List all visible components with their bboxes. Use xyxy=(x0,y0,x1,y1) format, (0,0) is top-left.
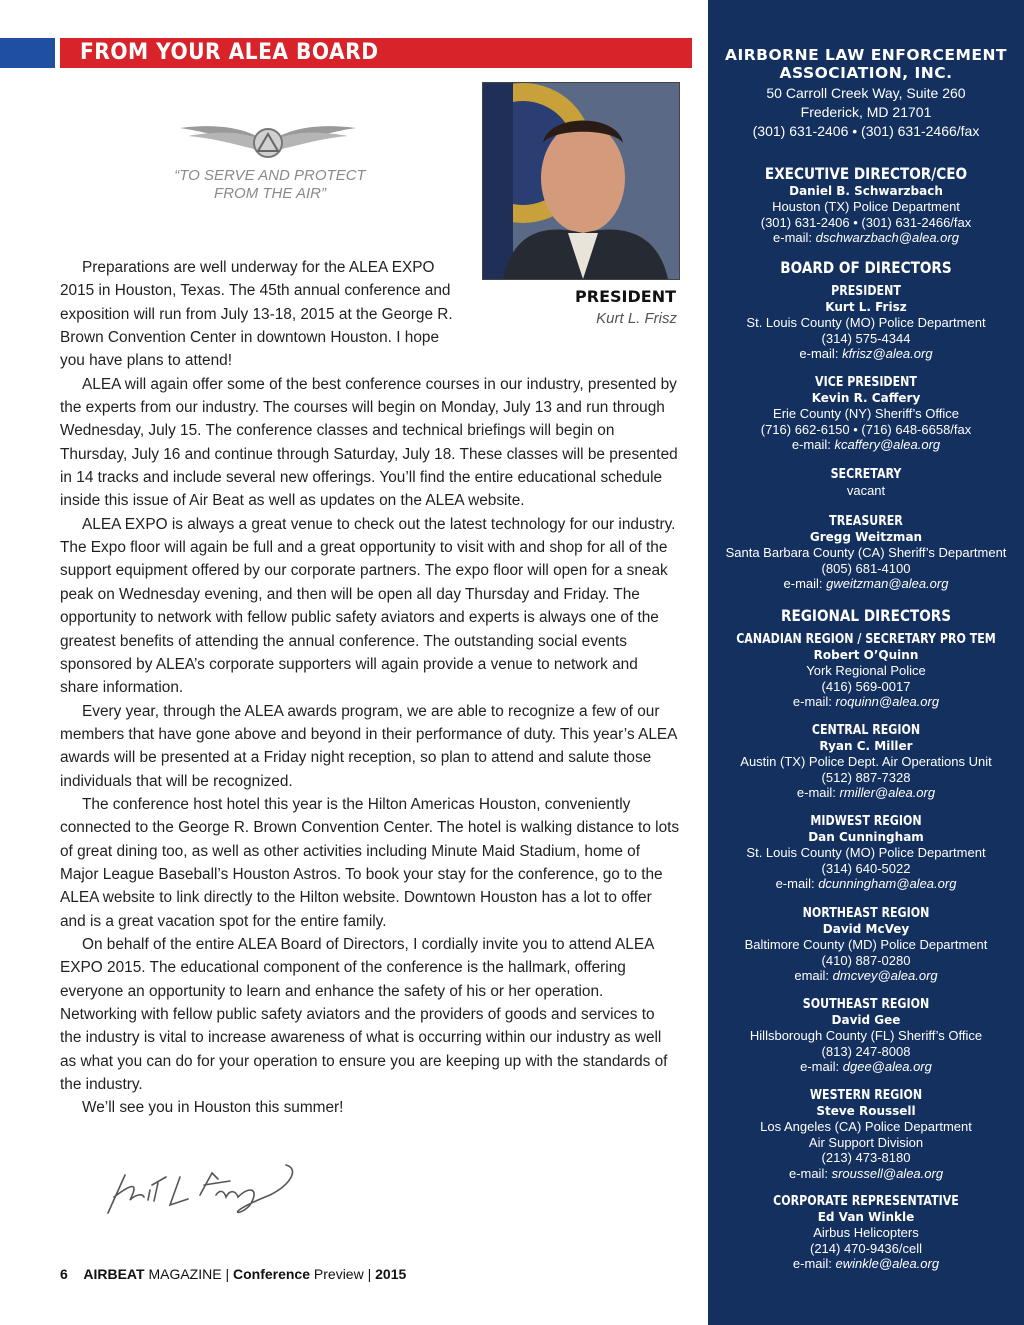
person-email xyxy=(708,968,1024,984)
motto-line-2: FROM THE AIR” xyxy=(214,185,326,202)
paragraph: Preparations are well underway for the ALEA EXPO 2015 in Houston, Texas. The 45th annual conference and exposition will run from July 13-18, 2015 at the George R. Brown Convention Center in downtown Houston. I hope you have plans to attend! xyxy=(60,259,453,370)
person-phone: (314) 575-4344 xyxy=(821,330,911,346)
email-address[interactable]: rmiller@alea.org xyxy=(839,785,936,800)
person-phone: (213) 473-8180 xyxy=(821,1150,911,1165)
person-name: Robert O’Quinn xyxy=(813,648,919,662)
regional-director xyxy=(708,997,1024,1075)
board-member xyxy=(708,284,1024,362)
paragraph: On behalf of the entire ALEA Board of Directors, I cordially invite you to attend ALEA EXPO 2015. The educational component of the conference is the hallmark, offering everyone an opportunity to learn and enhance the safety of his or her operation. Networking with fellow public safety aviators and the providers of goods and services to the industry is vital to increase awareness of what is occurring within our industry as well as what you can do for your operation to ensure you are keeping up with the standards of the industry. xyxy=(60,935,668,1094)
regional-director xyxy=(708,723,1024,801)
paragraph: ALEA will again offer some of the best conference courses in our industry, presented by the experts from our industry. The courses will begin on Monday, July 13 and run through Wednesday, July 15. The conference classes and technical briefings will begin on Thursday, July 16 and continue through Saturday, July 18. These classes will be presented in 14 tracks and include several new offerings. You’ll find the entire educational schedule inside this issue of Air Beat as well as updates on the ALEA website. xyxy=(60,375,678,510)
person-email xyxy=(708,1059,1024,1075)
person-email xyxy=(708,1256,1024,1272)
sidebar xyxy=(708,0,1024,1325)
person-org: Baltimore County (MD) Police Department xyxy=(744,937,988,952)
letter-body xyxy=(60,256,680,1120)
footer-separator: | xyxy=(367,1266,372,1282)
email-address[interactable]: dcunningham@alea.org xyxy=(818,876,957,891)
person-org: vacant xyxy=(846,483,886,498)
person-org: Los Angeles (CA) Police Department xyxy=(760,1119,972,1134)
person-email xyxy=(708,1166,1024,1182)
person-email xyxy=(708,694,1024,710)
section-heading: REGIONAL DIRECTORS xyxy=(780,606,952,625)
email-label: e-mail: xyxy=(792,694,832,709)
board-member xyxy=(708,467,1024,499)
email-address[interactable]: kfrisz@alea.org xyxy=(842,346,933,361)
region-name: CANADIAN REGION / SECRETARY PRO TEM xyxy=(736,632,996,647)
address-line-1: 50 Carroll Creek Way, Suite 260 xyxy=(766,85,966,101)
email-label: e-mail: xyxy=(800,1059,840,1074)
board-member xyxy=(708,375,1024,453)
email-label: email: xyxy=(794,968,830,983)
member-role: VICE PRESIDENT xyxy=(815,375,917,390)
person-phone: (314) 640-5022 xyxy=(821,860,911,876)
region-name: NORTHEAST REGION xyxy=(802,906,930,921)
person-name: Kevin R. Caffery xyxy=(811,391,921,405)
person-phone: (512) 887-7328 xyxy=(821,769,911,785)
person-name: David McVey xyxy=(822,922,910,936)
email-address[interactable]: dmcvey@alea.org xyxy=(832,968,938,983)
region-name: MIDWEST REGION xyxy=(810,814,922,829)
footer-issue-rest: Preview xyxy=(313,1266,364,1282)
corporate-representative xyxy=(708,1194,1024,1272)
person-org: Austin (TX) Police Dept. Air Operations Unit xyxy=(740,754,992,769)
signature xyxy=(100,1155,310,1225)
region-name: WESTERN REGION xyxy=(809,1088,923,1103)
email-label: e-mail: xyxy=(792,1256,832,1271)
org-name-line-2: ASSOCIATION, INC. xyxy=(779,64,953,82)
person-name: Ed Van Winkle xyxy=(817,1210,915,1224)
person-phone: (805) 681-4100 xyxy=(821,560,911,576)
exec-director-block xyxy=(708,164,1024,246)
person-name: Steve Roussell xyxy=(816,1104,916,1118)
email-address[interactable]: kcaffery@alea.org xyxy=(834,437,941,452)
president-photo xyxy=(482,82,680,280)
person-name: Kurt L. Frisz xyxy=(825,300,907,314)
person-org: St. Louis County (MO) Police Department xyxy=(746,845,986,860)
motto xyxy=(150,167,390,203)
person-org: Houston (TX) Police Department xyxy=(772,199,960,214)
region-name: SOUTHEAST REGION xyxy=(802,997,930,1012)
person-phone: (813) 247-8008 xyxy=(821,1043,911,1059)
org-name-line-1: AIRBORNE LAW ENFORCEMENT xyxy=(724,46,1008,64)
region-name: CENTRAL REGION xyxy=(811,723,921,738)
section-heading: EXECUTIVE DIRECTOR/CEO xyxy=(764,164,968,183)
paragraph: Every year, through the ALEA awards program, we are able to recognize a few of our members that have gone above and beyond in their performance of duty. This year’s ALEA awards will be presented at a Friday night reception, so plan to attend and salute those individuals that will be recognized. xyxy=(60,702,677,790)
org-name xyxy=(708,46,1024,82)
person-phone: (416) 569-0017 xyxy=(821,678,911,694)
person-name: Ryan C. Miller xyxy=(819,739,913,753)
person-email xyxy=(708,230,1024,246)
email-address[interactable]: gweitzman@alea.org xyxy=(826,576,949,591)
person-name: Dan Cunningham xyxy=(808,830,924,844)
paragraph: We’ll see you in Houston this summer! xyxy=(82,1099,344,1117)
regional-heading-block xyxy=(708,606,1024,626)
person-org: Erie County (NY) Sheriff’s Office xyxy=(773,406,959,421)
paragraph: The conference host hotel this year is the Hilton Americas Houston, conveniently connected to the George R. Brown Convention Center. The hotel is walking distance to lots of great dining too, as well as other activities including Minute Maid Stadium, home of Major League Baseball’s Houston Astros. To book your stay for the conference, go to the ALEA website to link directly to the Hilton website. Downtown Houston has a lot to offer and is a great vacation spot for the entire family. xyxy=(60,795,680,930)
motto-line-1: “TO SERVE AND PROTECT xyxy=(174,167,366,184)
person-phone: (214) 470-9436/cell xyxy=(809,1240,923,1256)
email-label: e-mail: xyxy=(791,437,831,452)
person-phone: (301) 631-2406 • (301) 631-2466/fax xyxy=(760,214,972,230)
header-accent-bar xyxy=(0,38,55,68)
person-email xyxy=(708,876,1024,892)
email-address[interactable]: dgee@alea.org xyxy=(842,1059,932,1074)
person-org: St. Louis County (MO) Police Department xyxy=(746,315,986,330)
person-phone: (410) 887-0280 xyxy=(821,952,911,968)
page-number: 6 xyxy=(60,1266,68,1282)
email-address[interactable]: sroussell@alea.org xyxy=(831,1165,944,1181)
board-member xyxy=(708,514,1024,592)
footer-magazine: MAGAZINE xyxy=(148,1266,222,1282)
paragraph: ALEA EXPO is always a great venue to check out the latest technology for our industry. The Expo floor will again be full and a great opportunity to visit with and shop for all of the support equipment offered by our corporate partners. The expo floor will open for a sneak peak on Wednesday evening, and then will be open all day Thursday and Friday. The opportunity to network with fellow public safety aviators and experts is always one of the greatest benefits of attending the annual conference. The outstanding social events sponsored by ALEA’s corporate supporters will again provide a venue to network and share information. xyxy=(60,515,676,697)
board-heading-block xyxy=(708,258,1024,278)
email-address[interactable]: ewinkle@alea.org xyxy=(835,1256,940,1271)
regional-director xyxy=(708,814,1024,892)
footer-issue: Conference xyxy=(232,1266,311,1282)
email-label: e-mail: xyxy=(775,876,815,891)
regional-director xyxy=(708,632,1024,710)
section-heading: BOARD OF DIRECTORS xyxy=(780,258,952,277)
person-name: Gregg Weitzman xyxy=(809,530,923,544)
person-email xyxy=(708,437,1024,453)
person-phone: (716) 662-6150 • (716) 648-6658/fax xyxy=(760,421,972,437)
email-address[interactable]: roquinn@alea.org xyxy=(835,694,940,709)
email-label: e-mail: xyxy=(783,576,823,591)
page-footer xyxy=(60,1266,406,1282)
member-role: SECRETARY xyxy=(830,467,902,482)
page-title: FROM YOUR ALEA BOARD xyxy=(80,40,379,65)
footer-brand: AIRBEAT xyxy=(83,1266,145,1282)
person-org: Santa Barbara County (CA) Sheriff’s Department xyxy=(725,545,1007,560)
person-name: Daniel B. Schwarzbach xyxy=(789,184,943,198)
member-role: TREASURER xyxy=(829,514,903,529)
org-phone: (301) 631-2406 • (301) 631-2466/fax xyxy=(752,123,980,139)
person-email xyxy=(708,785,1024,801)
org-address xyxy=(708,84,1024,141)
regional-director xyxy=(708,906,1024,984)
wings-badge-icon xyxy=(178,118,358,168)
member-role: PRESIDENT xyxy=(831,284,901,299)
person-email xyxy=(708,346,1024,362)
person-org: Airbus Helicopters xyxy=(813,1225,919,1240)
email-label: e-mail: xyxy=(796,785,836,800)
email-label: e-mail: xyxy=(788,1165,828,1181)
email-label: e-mail: xyxy=(799,346,839,361)
person-email xyxy=(708,576,1024,592)
photo-role: PRESIDENT xyxy=(575,287,676,306)
person-name: David Gee xyxy=(831,1013,901,1027)
footer-year: 2015 xyxy=(375,1266,407,1282)
person-org: Hillsborough County (FL) Sheriff’s Office xyxy=(749,1028,983,1043)
regional-director xyxy=(708,1088,1024,1181)
photo-name: Kurt L. Frisz xyxy=(596,310,677,327)
person-org: York Regional Police xyxy=(806,663,926,678)
email-label: e-mail: xyxy=(773,230,813,245)
person-org-unit: Air Support Division xyxy=(808,1134,924,1150)
email-address[interactable]: dschwarzbach@alea.org xyxy=(815,230,959,245)
footer-separator: | xyxy=(225,1266,230,1282)
region-name: CORPORATE REPRESENTATIVE xyxy=(773,1194,959,1209)
address-line-2: Frederick, MD 21701 xyxy=(800,104,932,120)
